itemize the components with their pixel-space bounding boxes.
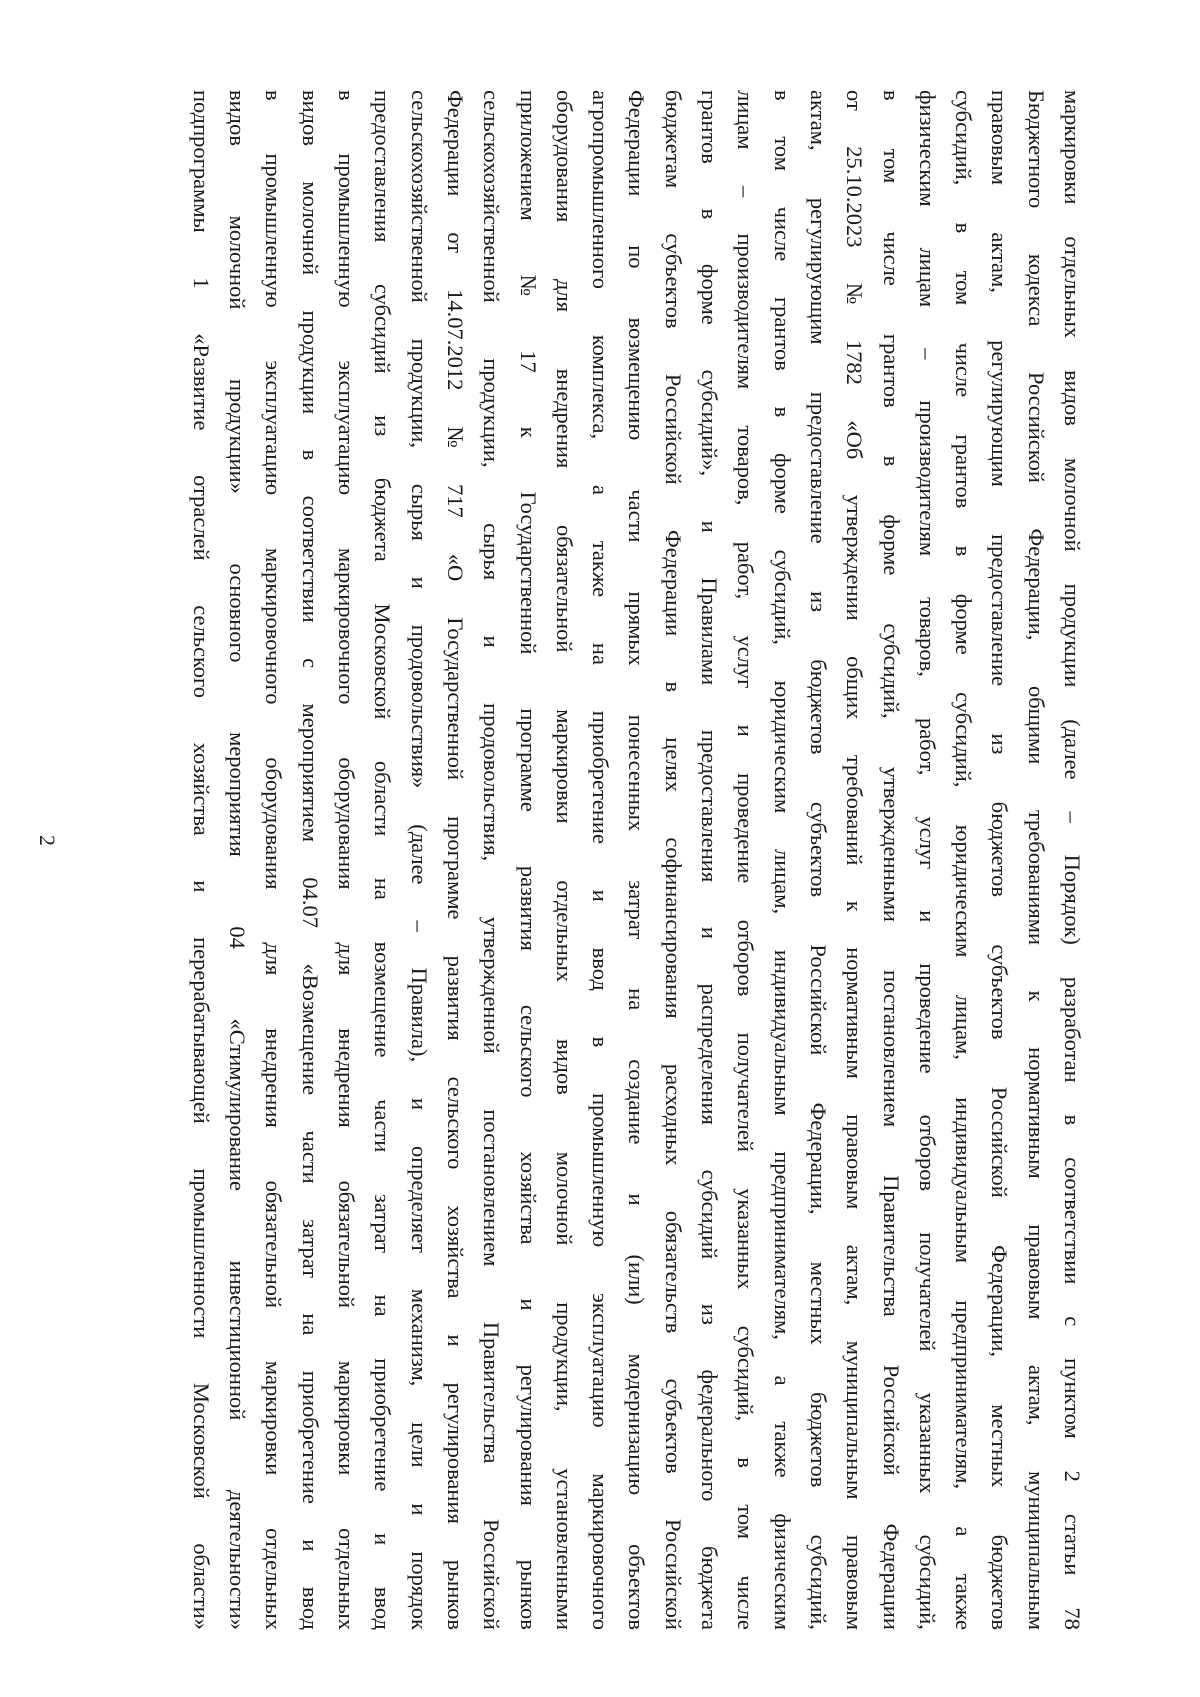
text-line: предоставления субсидий из бюджета Московской области на возмещение части затрат на приобретение и ввод: [370, 90, 396, 1630]
text-line: субсидий, в том числе грантов в форме субсидий, юридическим лицам, индивидуальным предпринимателям, а также: [951, 90, 977, 1630]
text-line: в том числе грантов в форме субсидий, утвержденными постановлением Правительства Российской Федерации: [878, 90, 904, 1630]
text-line: правовым актам, регулирующим предоставление из бюджетов субъектов Российской Федерации, местных бюджетов: [987, 90, 1013, 1630]
text-line: видов молочной продукции» основного мероприятия 04 «Стимулирование инвестиционной деятельности»: [225, 90, 251, 1630]
text-line: маркировки отдельных видов молочной продукции (далее – Порядок) разработан в соответствии с пунктом 2 статьи 78: [1060, 90, 1085, 1630]
text-line: Бюджетного кодекса Российской Федерации, общими требованиями к нормативным правовым актам, муниципальным: [1023, 90, 1049, 1630]
text-line: агропромышленного комплекса, а также на приобретение и ввод в промышленную эксплуатацию маркировочного: [588, 90, 614, 1630]
text-line: сельскохозяйственной продукции, сырья и продовольствия» (далее – Правила), и определяет механизм, цели и порядок: [406, 90, 432, 1630]
body-text: [183, 90, 1090, 1630]
text-line: Федерации по возмещению части прямых понесенных затрат на создание и (или) модернизацию объектов: [624, 90, 650, 1630]
text-line: актам, регулирующим предоставление из бюджетов субъектов Российской Федерации, местных бюджетов субсидий,: [805, 90, 831, 1630]
text-line: в промышленную эксплуатацию маркировочного оборудования для внедрения обязательной маркировки отдельных: [334, 90, 360, 1630]
text-line: Федерации от 14.07.2012 № 717 «О Государственной программе развития сельского хозяйства и регулирования рынков: [442, 90, 468, 1630]
text-line: от 25.10.2023 № 1782 «Об утверждении общих требований к нормативным правовым актам, муниципальным правовым: [842, 90, 868, 1630]
text-line: в промышленную эксплуатацию маркировочного оборудования для внедрения обязательной маркировки отдельных: [261, 90, 287, 1630]
text-line: лицам – производителям товаров, работ, услуг и проведение отборов получателей указанных субсидий, в том числе: [733, 90, 759, 1630]
text-line: подпрограммы 1 «Развитие отраслей сельского хозяйства и перерабатывающей промышленности Московской области»: [188, 90, 214, 1630]
text-line: видов молочной продукции в соответствии с мероприятием 04.07 «Возмещение части затрат на приобретение и ввод: [297, 90, 323, 1630]
text-line: сельскохозяйственной продукции, сырья и продовольствия, утвержденной постановлением Правительства Российской: [479, 90, 505, 1630]
page-number: 2: [35, 835, 60, 846]
text-line: приложением № 17 к Государственной программе развития сельского хозяйства и регулирования рынков: [515, 90, 541, 1630]
text-line: в том числе грантов в форме субсидий, юридическим лицам, индивидуальным предпринимателям, а также физическим: [769, 90, 795, 1630]
text-line: бюджетам субъектов Российской Федерации в целях софинансирования расходных обязательств субъектов Российской: [660, 90, 686, 1630]
text-line: физическим лицам – производителям товаров, работ, услуг и проведение отборов получателей указанных субсидий,: [914, 90, 940, 1630]
text-line: грантов в форме субсидий», и Правилами предоставления и распределения субсидий из федерального бюджета: [697, 90, 723, 1630]
text-line: оборудования для внедрения обязательной маркировки отдельных видов молочной продукции, установленными: [551, 90, 577, 1630]
